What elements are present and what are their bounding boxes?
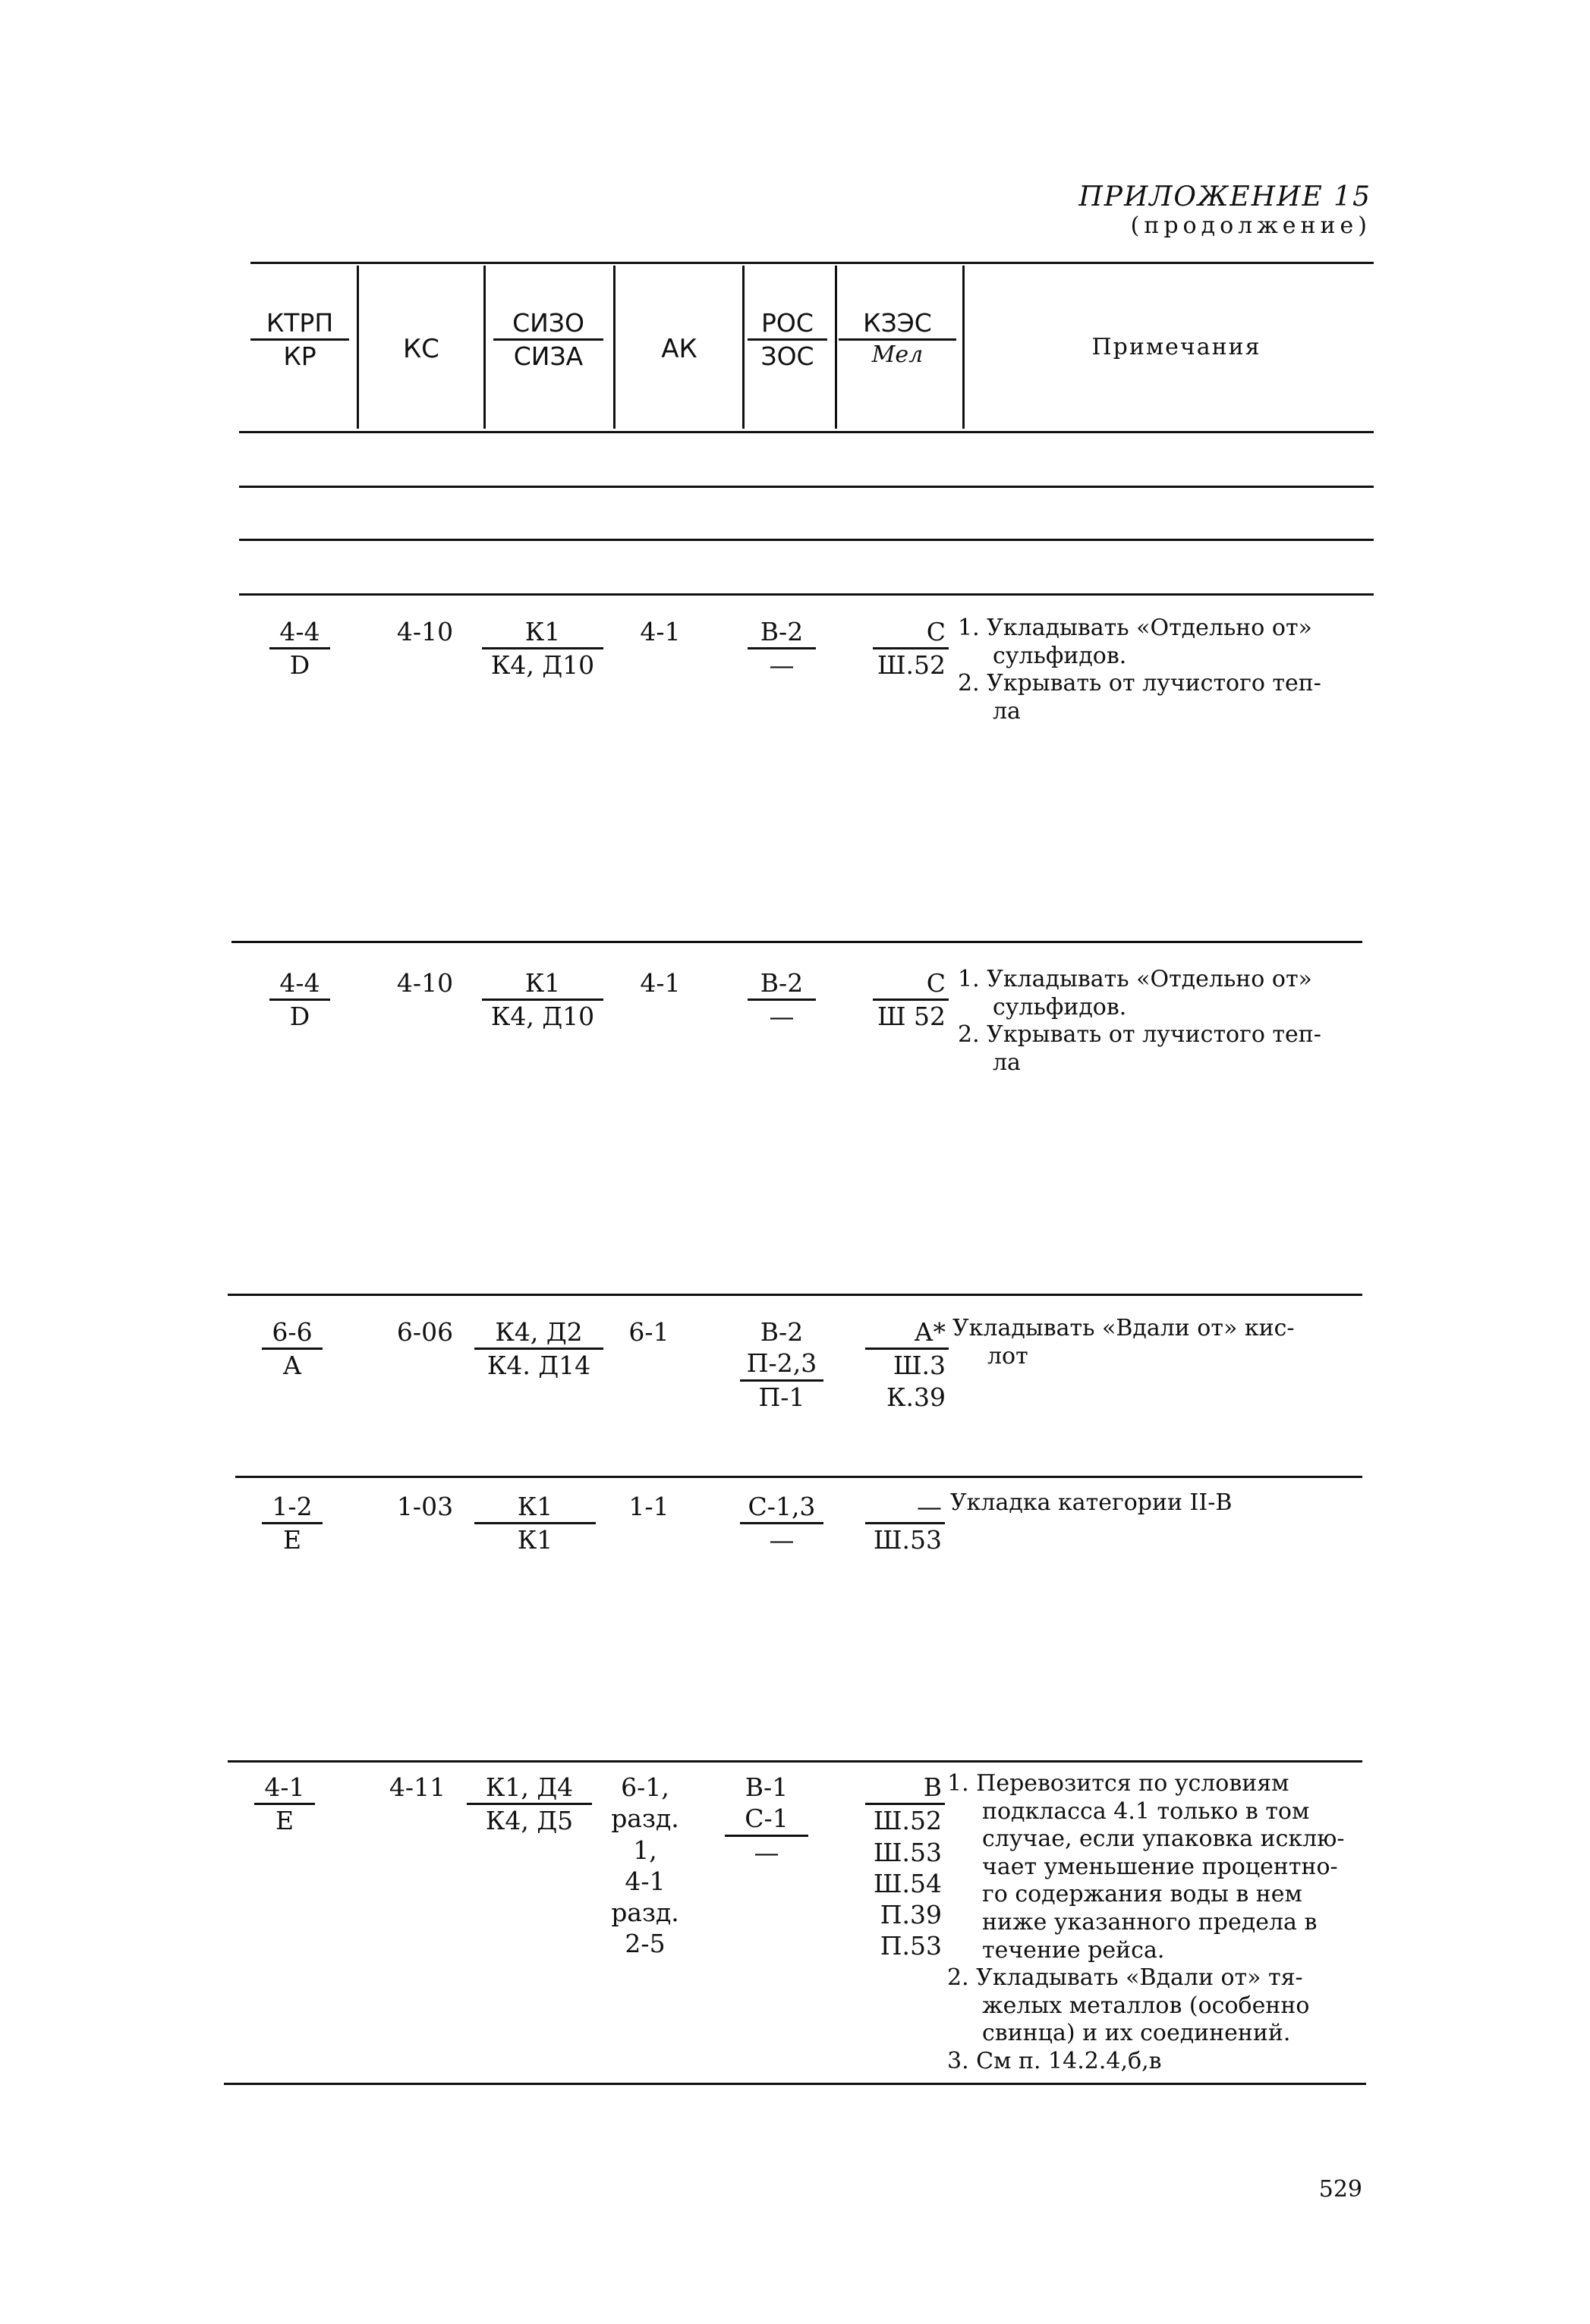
table-rule-4 <box>239 593 1374 596</box>
row5-sizo-siza: К1, Д4 К4, Д5 <box>467 1772 592 1837</box>
row5-ak: 6-1, разд. 1, 4-1 разд. 2-5 <box>611 1772 679 1959</box>
row4-sizo-siza: К1 К1 <box>474 1491 596 1556</box>
table-top-rule <box>250 262 1374 264</box>
row5-ks: 4-11 <box>389 1772 446 1802</box>
col-divider-4 <box>742 266 745 429</box>
row3-ros-zos: В-2 П-2,3 П-1 <box>740 1316 823 1413</box>
header-ktrp-kr: КТРП КР <box>250 307 349 373</box>
header-ros-zos: РОС ЗОС <box>748 307 827 373</box>
col-divider-1 <box>357 266 359 429</box>
row4-ks: 1-03 <box>396 1492 454 1521</box>
row2-ak: 4-1 <box>640 968 681 998</box>
row1-ak: 4-1 <box>640 617 681 646</box>
row2-ktrp-kr: $\frac{4-4}{D}$ <box>269 967 330 1033</box>
row1-notes: 1. Укладывать «Отдельно от» сульфидов. 2. Укрывать от лучистого теп- ла <box>958 615 1321 725</box>
table-bottom-rule <box>224 2083 1366 2085</box>
row-separator-2 <box>228 1294 1362 1296</box>
row4-kzes-mel: — Ш.53 <box>865 1491 945 1556</box>
col-divider-3 <box>613 266 616 429</box>
row2-ros-zos: В-2 — <box>748 967 816 1033</box>
row1-ros-zos: В-2 — <box>748 616 816 681</box>
header-ak: АК <box>661 334 697 364</box>
row5-kzes-mel: В Ш.52 Ш.53 Ш.54 П.39 П.53 <box>865 1772 945 1962</box>
row2-kzes-mel: С Ш 52 <box>873 967 949 1033</box>
table-rule-3 <box>239 539 1374 541</box>
col-divider-6 <box>962 266 965 429</box>
header-ks: КС <box>403 334 439 364</box>
row-separator-4 <box>228 1760 1362 1763</box>
row2-sizo-siza: К1 К4, Д10 <box>482 967 603 1033</box>
row5-notes: 1. Перевозится по условиям подкласса 4.1 только в том случае, если упаковка исклю- чает уменьшение процентно- го содержания воды в нем ниже указанного предела в течение рейса. 2. Укладывать «Вдали от» тя- желых металлов (особенно свинца) и их соединений. 3. См п. 14.2.4,б,в <box>947 1770 1345 2074</box>
header-kzes-mel: КЗЭС Мел <box>839 307 956 370</box>
row3-notes: Укладывать «Вдали от» кис- лот <box>952 1315 1295 1370</box>
page-number: 529 <box>1318 2176 1362 2203</box>
row2-notes: 1. Укладывать «Отдельно от» сульфидов. 2. Укрывать от лучистого теп- ла <box>958 966 1321 1076</box>
row3-ak: 6-1 <box>628 1317 669 1347</box>
row4-notes: Укладка категории II-В <box>950 1489 1233 1516</box>
appendix-title: ПРИЛОЖЕНИЕ 15 <box>1078 181 1371 212</box>
row1-kzes-mel: С Ш.52 <box>873 616 949 681</box>
row4-ros-zos: С-1,3 — <box>740 1491 823 1556</box>
row4-ak: 1-1 <box>628 1492 669 1521</box>
row3-sizo-siza: К4, Д2 К4. Д14 <box>474 1316 603 1382</box>
row-separator-3 <box>235 1476 1362 1478</box>
row1-ks: 4-10 <box>396 617 454 646</box>
row3-ktrp-kr: 6-6 А <box>262 1316 323 1382</box>
header-notes: Примечания <box>1091 334 1261 360</box>
row3-kzes-mel: А* Ш.3 К.39 <box>865 1316 949 1413</box>
row3-ks: 6-06 <box>396 1317 454 1347</box>
col-divider-2 <box>483 266 486 429</box>
col-divider-5 <box>835 266 837 429</box>
row1-ktrp-kr: $\frac{4-4}{D}$ <box>269 616 330 681</box>
row5-ktrp-kr: 4-1 Е <box>254 1772 315 1837</box>
row2-ks: 4-10 <box>396 968 454 998</box>
header-sizo-siza: СИЗО СИЗА <box>493 307 603 373</box>
row1-sizo-siza: К1 К4, Д10 <box>482 616 603 681</box>
table-rule-2 <box>239 486 1374 488</box>
row-separator-1 <box>231 941 1362 943</box>
table-header-bottom-rule <box>239 431 1374 433</box>
row4-ktrp-kr: 1-2 Е <box>262 1491 323 1556</box>
row5-ros-zos: В-1 С-1 — <box>725 1772 808 1868</box>
appendix-subtitle: (продолжение) <box>1130 212 1371 239</box>
